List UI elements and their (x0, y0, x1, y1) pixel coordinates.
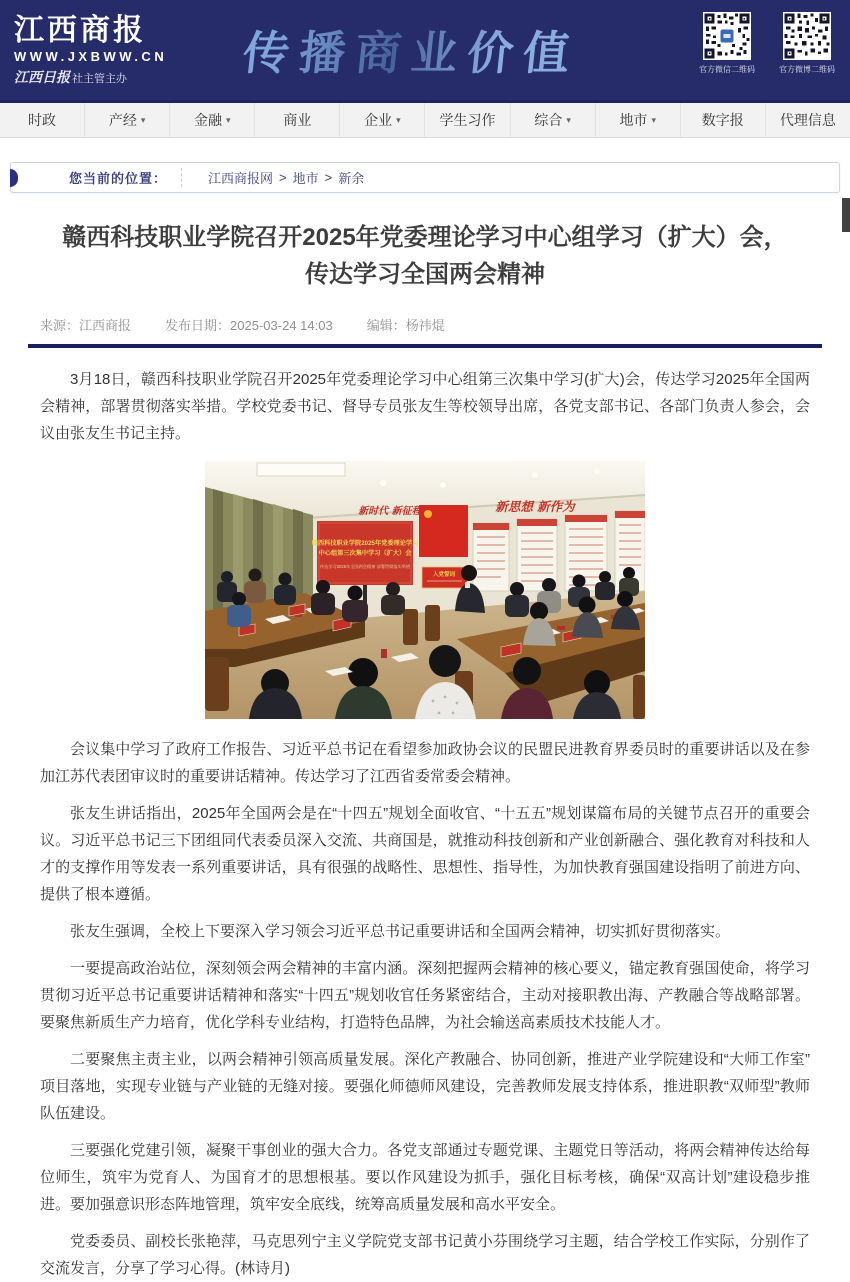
nav-item[interactable] (596, 103, 681, 137)
site-logo-title: 江西商报 (14, 13, 146, 47)
article-paragraph: 党委委员、副校长张艳萍，马克思列宁主义学院党支部书记黄小芬围绕学习主题，结合学校工作实际，分别作了交流发言，分享了学习心得。(林诗月) (40, 1233, 810, 1278)
nav-item[interactable] (255, 103, 340, 137)
nav-item-label: 产经 (108, 112, 137, 128)
article-meta (40, 315, 810, 334)
breadcrumb-prefix: 您当前的位置： (69, 168, 182, 187)
breadcrumb-separator: > (279, 170, 287, 185)
nav-item-label: 学生习作 (439, 112, 496, 128)
breadcrumb-item (319, 168, 365, 187)
chevron-down-icon: ▾ (140, 114, 146, 125)
title-divider-rule (28, 344, 822, 348)
qr-wechat-label: 官方微信二维码 (699, 65, 755, 74)
nav-item-label: 金融 (193, 112, 222, 128)
meta-editor-label: 编辑： (366, 318, 406, 334)
nav-item[interactable] (340, 103, 425, 137)
nav-item[interactable] (766, 103, 850, 137)
site-logo-subtitle (14, 67, 215, 87)
nav-item[interactable] (85, 103, 170, 137)
breadcrumb-link[interactable]: 江西商报网 (208, 171, 274, 186)
masthead-suffix: 社主管主办 (72, 72, 127, 85)
breadcrumb-separator: > (324, 170, 333, 185)
banner-slogan: 传播商业价值 (240, 17, 583, 83)
breadcrumb (10, 162, 840, 193)
chevron-down-icon: ▾ (566, 114, 571, 125)
paragraphs-after-photo (40, 736, 810, 1282)
svg-text:新思想 新作为: 新思想 新作为 (495, 499, 575, 515)
article-photo (40, 461, 810, 724)
nav-item[interactable] (0, 103, 85, 137)
chevron-down-icon: ▾ (225, 114, 231, 125)
meta-date-label: 发布日期： (165, 318, 231, 334)
nav-item-label: 商业 (283, 112, 312, 128)
breadcrumb-notch (10, 169, 18, 187)
nav-item-label: 数字报 (701, 112, 744, 128)
chevron-down-icon: ▾ (396, 114, 401, 125)
svg-text:传达学习2025年全国两会精神 部署贯彻落实举措: 传达学习2025年全国两会精神 部署贯彻落实举措 (319, 564, 411, 570)
wechat-qr-icon (703, 12, 751, 60)
site-logo[interactable] (0, 14, 215, 87)
article-paragraph: 三要强化党建引领，凝聚干事创业的强大合力。各党支部通过专题党课、主题党日等活动，将两会精神传达给每位师生，筑牢为党育人、为国育才的思想根基。要以作风建设为抓手，强化目标考核，确保“双高计划”建设稳步推进。要加强意识形态阵地管理，筑牢安全底线，统筹高质量发展和高水平安全。 (40, 1142, 810, 1214)
nav-item[interactable] (170, 103, 255, 137)
meta-editor (367, 315, 445, 334)
site-header (0, 0, 850, 100)
article-body (40, 366, 810, 1282)
article-paragraph: 张友生讲话指出，2025年全国两会是在“十四五”规划全面收官、“十五五”规划谋篇布局的关键节点召开的重要会议。习近平总书记三下团组同代表委员深入交流、共商国是，就推动科技创新和产业创新融合、强化教育对科技和人才的支撑作用等发表一系列重要讲话，具有很强的战略性、思想性、指导性，为加快教育强国建设指明了前进方向、提供了根本遵循。 (40, 805, 810, 904)
masthead-script: 江西日报 (14, 69, 70, 86)
meta-date-value: 2025-03-24 14:03 (230, 318, 333, 334)
meta-editor-value: 杨祎焜 (405, 318, 445, 334)
meta-source-label: 来源： (40, 318, 80, 334)
article-paragraph: 二要聚焦主责主业，以两会精神引领高质量发展。深化产教融合、协同创新，推进产业学院建设和“大师工作室”项目落地，实现专业链与产业链的无缝对接。要强化师德师风建设，完善教师发展支持体系，推进职教“双师型”教师队伍建设。 (40, 1051, 810, 1123)
article (0, 219, 850, 1282)
svg-text:入党誓词: 入党誓词 (432, 572, 456, 579)
nav-item[interactable] (681, 103, 766, 137)
svg-text:中心组第三次集中学习（扩大）会: 中心组第三次集中学习（扩大）会 (318, 550, 412, 558)
qr-weibo (776, 12, 838, 75)
qr-weibo-label: 官方微博二维码 (779, 65, 835, 74)
qr-area (696, 12, 838, 75)
article-paragraph: 3月18日，赣西科技职业学院召开2025年党委理论学习中心组第三次集中学习(扩大)会，传达学习2025年全国两会精神，部署贯彻落实举措。学校党委书记、督导专员张友生等校领导出席，各党支部书记、各部门负责人参会，会议由张友生书记主持。 (40, 371, 810, 443)
chevron-down-icon: ▾ (651, 114, 656, 125)
svg-text:新时代 新征程: 新时代 新征程 (358, 506, 422, 518)
nav-item-label: 时政 (28, 112, 57, 128)
scrollbar-thumb[interactable] (842, 198, 850, 232)
breadcrumb-link[interactable]: 新余 (338, 171, 365, 186)
paragraphs-before-photo (40, 366, 810, 447)
article-paragraph: 会议集中学习了政府工作报告、习近平总书记在看望参加政协会议的民盟民进教育界委员时的重要讲话以及在参加江苏代表团审议时的重要讲话精神。传达学习了江西省委常委会精神。 (40, 741, 810, 786)
article-title: 赣西科技职业学院召开2025年党委理论学习中心组学习（扩大）会，传达学习全国两会精神 (62, 224, 788, 289)
site-logo-url: WWW.JXBWW.CN (14, 48, 168, 64)
breadcrumb-link[interactable]: 地市 (292, 171, 319, 186)
nav-item-label: 综合 (534, 112, 563, 128)
breadcrumb-links (196, 168, 364, 187)
nav-item-label: 地市 (619, 112, 648, 128)
breadcrumb-item (273, 168, 319, 187)
article-paragraph: 一要提高政治站位，深刻领会两会精神的丰富内涵。深刻把握两会精神的核心要义，锚定教育强国使命，将学习贯彻习近平总书记重要讲话精神和落实“十四五”规划收官任务紧密结合，主动对接职教出海、产教融合等战略部署。要聚焦新质生产力培育，优化学科专业结构，打造特色品牌，为社会输送高素质技术技能人才。 (40, 960, 810, 1032)
meeting-room-photo-illustration (205, 461, 645, 719)
scrollbar (842, 0, 850, 1200)
meta-source-value: 江西商报 (79, 318, 132, 334)
nav-item-label: 企业 (364, 112, 393, 128)
nav-item[interactable] (425, 103, 510, 137)
nav-item-label: 代理信息 (779, 112, 836, 128)
meta-source (40, 315, 131, 334)
nav-item[interactable] (511, 103, 596, 137)
weibo-qr-icon (783, 12, 831, 60)
svg-text:赣西科技职业学院2025年党委理论学习: 赣西科技职业学院2025年党委理论学习 (311, 540, 419, 548)
breadcrumb-item (196, 168, 273, 187)
main-nav (0, 100, 850, 138)
article-paragraph: 张友生强调，全校上下要深入学习领会习近平总书记重要讲话和全国两会精神，切实抓好贯彻落实。 (70, 923, 731, 941)
qr-wechat (696, 12, 758, 75)
meta-date (165, 315, 333, 334)
